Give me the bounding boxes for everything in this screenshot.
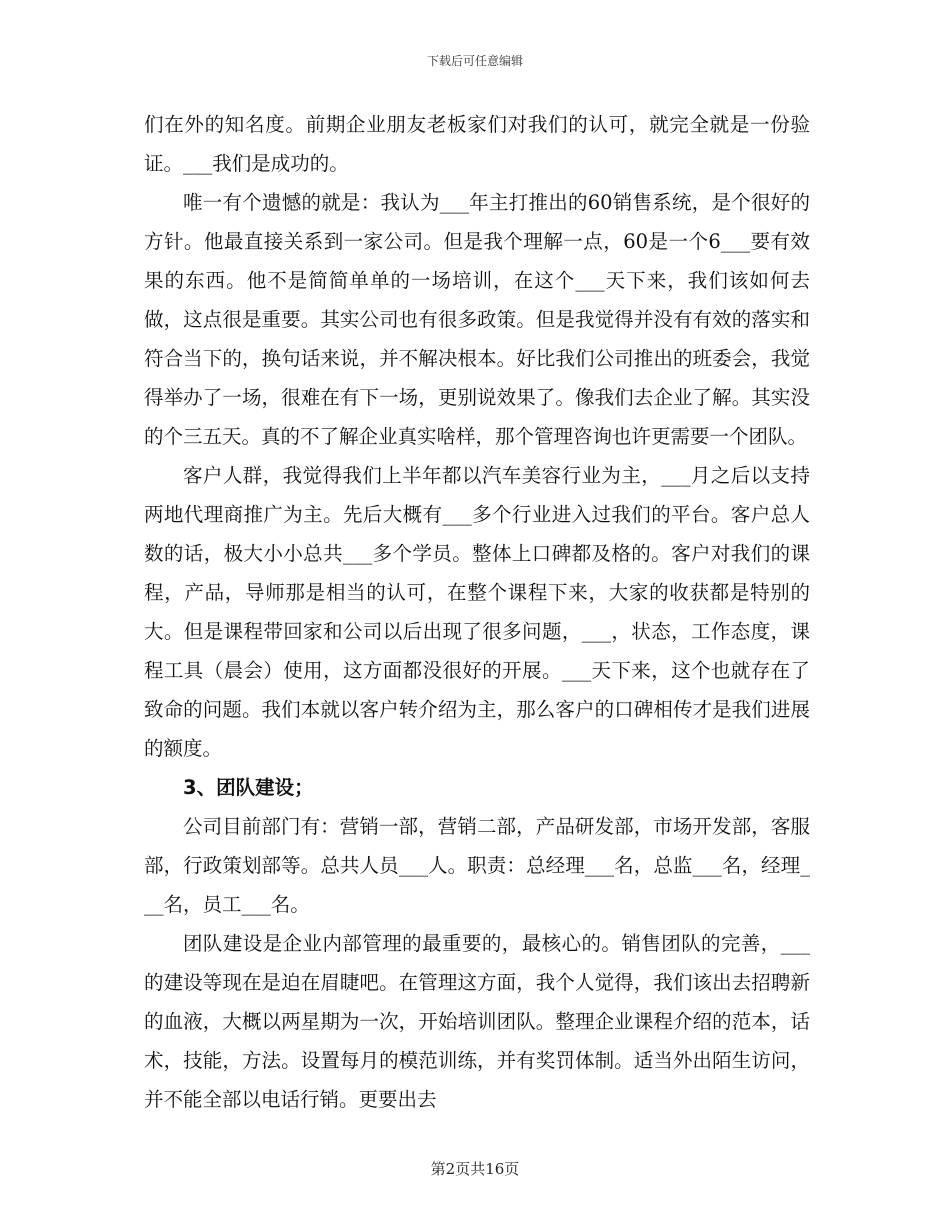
- page-header: 下载后可任意编辑: [426, 54, 523, 68]
- paragraph-2: 唯一有个遗憾的就是：我认为___年主打推出的60销售系统，是个很好的方针。他最直接关系到一家公司。但是我个理解一点，60是一个6___要有效果的东西。他不是简简单单的一场培训，在这个___天下来，我们该如何去做，这点很是重要。其实公司也有很多政策。但是我觉得并没有有效的落实和符合当下的，换句话来说，并不解决根本。好比我们公司推出的班委会，我觉得举办了一场，很难在有下一场，更别说效果了。像我们去企业了解。其实没的个三五天。真的不了解企业真实啥样，那个管理咨询也许更需要一个团队。: [144, 191, 810, 448]
- section-heading-team-building: 3、团队建设；: [183, 776, 314, 799]
- paragraph-1: 们在外的知名度。前期企业朋友老板家们对我们的认可，就完全就是一份验证。___我们是成功的。: [144, 113, 810, 175]
- paragraph-5: 团队建设是企业内部管理的最重要的，最核心的。销售团队的完善，___的建设等现在是迫在眉睫吧。在管理这方面，我个人觉得，我们该出去招聘新的血液，大概以两星期为一次，开始培训团队。整理企业课程介绍的范本，话术，技能，方法。设置每月的模范训练，并有奖罚体制。适当外出陌生访问，并不能全部以电话行销。更要出去: [144, 932, 810, 1111]
- document-body: [144, 105, 810, 1119]
- paragraph-4: 公司目前部门有：营销一部，营销二部，产品研发部，市场开发部，客服部，行政策划部等。总共人员___人。职责：总经理___名，总监___名，经理___名，员工___名。: [144, 815, 810, 916]
- paragraph-3: 客户人群，我觉得我们上半年都以汽车美容行业为主，___月之后以支持两地代理商推广为主。先后大概有___多个行业进入过我们的平台。客户总人数的话，极大小小总共___多个学员。整体上口碑都及格的。客户对我们的课程，产品，导师那是相当的认可，在整个课程下来，大家的收获都是特别的大。但是课程带回家和公司以后出现了很多问题，___，状态，工作态度，课程工具（晨会）使用，这方面都没很好的开展。___天下来，这个也就存在了致命的问题。我们本就以客户转介绍为主，那么客户的口碑相传才是我们进展的额度。: [144, 464, 810, 760]
- page-footer: 第2页共16页: [430, 1160, 520, 1178]
